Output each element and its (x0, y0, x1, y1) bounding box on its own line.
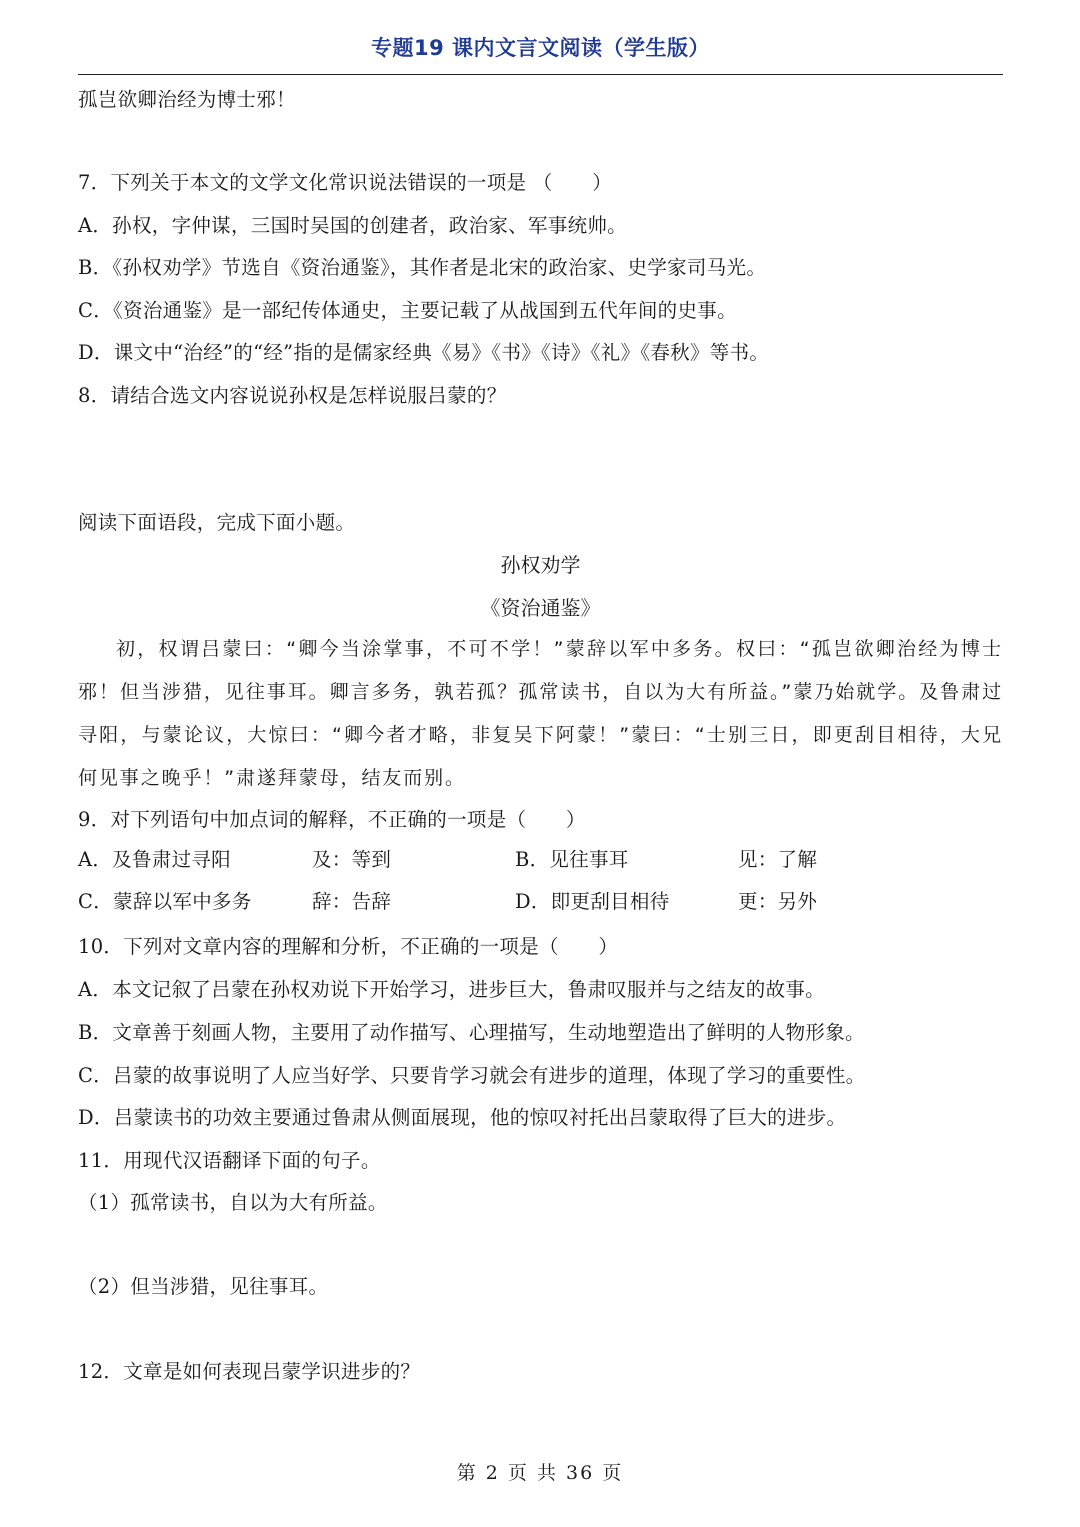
q9-stem: 9．对下列语句中加点词的解释，不正确的一项是（ ） (78, 808, 586, 831)
q12-stem: 12．文章是如何表现吕蒙学识进步的？ (78, 1360, 421, 1383)
reading-instruction: 阅读下面语段，完成下面小题。 (78, 511, 356, 534)
q9-option-c: C．蒙辞以军中多务 (78, 890, 252, 913)
q10-option-d: D．吕蒙读书的功效主要通过鲁肃从侧面展现，他的惊叹衬托出吕蒙取得了巨大的进步。 (78, 1106, 847, 1129)
q9-option-b-meaning: 见：了解 (738, 848, 818, 871)
q9-option-d-meaning: 更：另外 (738, 890, 818, 913)
q7-option-c: C．《资治通鉴》是一部纪传体通史，主要记载了从战国到五代年间的史事。 (78, 299, 737, 322)
q7-option-d: D．课文中“治经”的“经”指的是儒家经典《易》《书》《诗》《礼》《春秋》等书。 (78, 341, 770, 364)
page-footer: 第 2 页 共 36 页 (456, 1462, 624, 1484)
page-title: 专题19 课内文言文阅读（学生版） (370, 36, 711, 60)
passage-title: 孙权劝学 (500, 553, 581, 577)
q9-option-b: B．见往事耳 (515, 848, 629, 871)
q11-item-2: （2）但当涉猎，见往事耳。 (78, 1275, 329, 1298)
q10-option-c: C．吕蒙的故事说明了人应当好学、只要肯学习就会有进步的道理，体现了学习的重要性。 (78, 1064, 866, 1087)
q9-option-d: D．即更刮目相待 (515, 890, 670, 913)
passage-source: 《资治通鉴》 (480, 596, 601, 620)
q10-option-a: A．本文记叙了吕蒙在孙权劝说下开始学习，进步巨大，鲁肃叹服并与之结友的故事。 (78, 978, 825, 1001)
q10-stem: 10．下列对文章内容的理解和分析，不正确的一项是（ ） (78, 935, 619, 958)
top-continuation-line: 孤岂欲卿治经为博士邪！ (78, 88, 296, 111)
q7-stem: 7．下列关于本文的文学文化常识说法错误的一项是 （ ） (78, 171, 613, 194)
q7-option-b: B．《孙权劝学》节选自《资治通鉴》，其作者是北宋的政治家、史学家司马光。 (78, 256, 767, 279)
q11-item-1: （1）孤常读书，自以为大有所益。 (78, 1191, 388, 1214)
q9-option-c-meaning: 辞：告辞 (312, 890, 392, 913)
q10-option-b: B．文章善于刻画人物，主要用了动作描写、心理描写，生动地塑造出了鲜明的人物形象。 (78, 1021, 865, 1044)
passage-text: 初，权谓吕蒙曰：“卿今当涂掌事，不可不学！”蒙辞以军中多务。权曰：“孤岂欲卿治经为博士邪！但当涉猎，见往事耳。卿言多务，孰若孤？孤常读书，自以为大有所益。”蒙乃始就学。及鲁肃过寻阳，与蒙论议，大惊曰：“卿今者才略，非复吴下阿蒙！”蒙曰：“士别三日，即更刮目相待，大兄何见事之晚乎！”肃遂拜蒙母，结友而别。 (78, 638, 1003, 789)
q9-option-a-meaning: 及：等到 (312, 848, 392, 871)
q11-stem: 11．用现代汉语翻译下面的句子。 (78, 1149, 381, 1172)
q7-option-a: A．孙权，字仲谋，三国时吴国的创建者，政治家、军事统帅。 (78, 214, 627, 237)
q8-stem: 8．请结合选文内容说说孙权是怎样说服吕蒙的？ (78, 384, 507, 407)
page-header (78, 24, 1003, 75)
q9-option-a: A．及鲁肃过寻阳 (78, 848, 231, 871)
